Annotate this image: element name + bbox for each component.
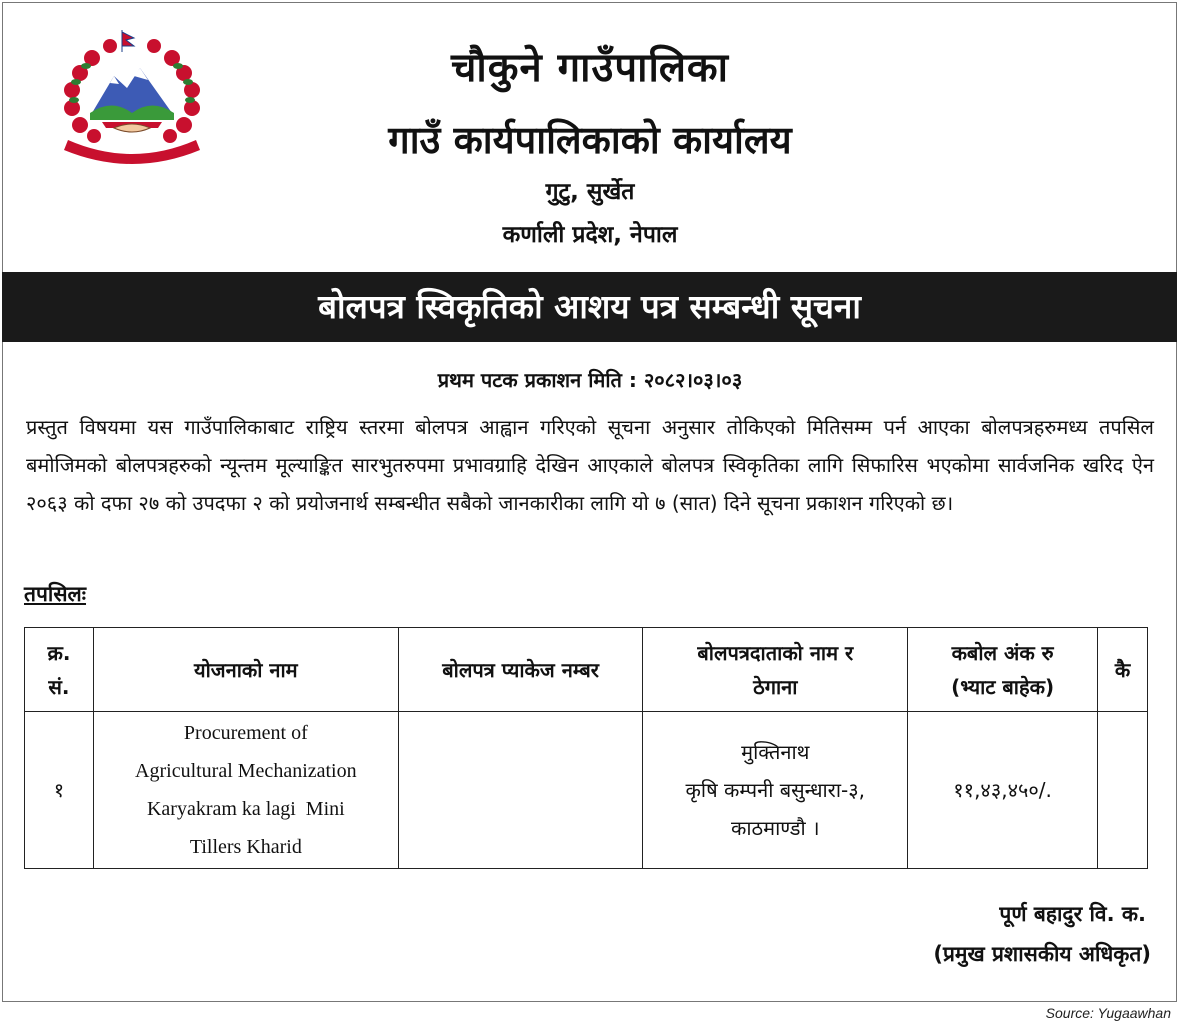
col-project-header: योजनाको नाम [93,628,398,712]
notice-banner-title: बोलपत्र स्विकृतिको आशय पत्र सम्बन्धी सूचना [2,272,1177,342]
cell-remarks [1098,712,1148,869]
col-package-header: बोलपत्र प्याकेज नम्बर [398,628,643,712]
cell-package [398,712,643,869]
signatory-name: पूर्ण बहादुर वि. क. [999,902,1146,926]
cell-amount: ११,४३,४५०/. [908,712,1098,869]
office-province: कर्णाली प्रदेश, नेपाल [502,222,678,248]
table-header-row [25,628,1148,712]
municipality-name: चौकुने गाउँपालिका [450,45,730,91]
bidder-line: काठमाण्डौ । [730,816,820,840]
cell-serial: १ [25,712,94,869]
col-bidder-line1: बोलपत्रदाताको नाम र [697,640,854,665]
col-amount-line1: कबोल अंक रु [951,640,1054,665]
col-amount-line2: (भ्याट बाहेक) [951,674,1055,699]
col-serial-line2: सं. [48,674,70,699]
bidder-line: मुक्तिनाथ [741,740,810,764]
col-remarks-header: कै [1098,628,1148,712]
office-name: गाउँ कार्यपालिकाको कार्यालय [388,118,792,162]
publication-date: प्रथम पटक प्रकाशन मिति : २०८२।०३।०३ [437,368,743,392]
nepal-government-emblem-icon [52,28,212,166]
project-line: Karyakram ka lagi Mini [146,798,345,820]
notice-body: प्रस्तुत विषयमा यस गाउँपालिकाबाट राष्ट्रिय स्तरमा बोलपत्र आह्वान गरिएको सूचना अनुसार तोकिएको मितिसम्म पर्न आएका बोलपत्रहरुमध्य तपसिल बमोजिमको बोलपत्रहरुको न्यून्तम मूल्याङ्कित सारभुतरुपमा प्रभावग्राहि देखिन आएकाले बोलपत्र स्विकृतिका लागि सिफारिस भएकोमा सार्वजनिक खरिद ऐन २०६३ को दफा २७ को उपदफा २ को प्रयोजनार्थ सम्बन्धीत सबैको जानकारीका लागि यो ७ (सात) दिने सूचना प्रकाशन गरिएको छ। [26,415,1154,515]
col-serial-header [25,628,94,712]
table-row [25,712,1148,869]
details-label: तपसिलः [24,582,87,606]
bidder-line: कृषि कम्पनी बसुन्धारा-३, [685,778,866,802]
col-serial-line1: क्र. [47,640,71,665]
col-bidder-header [643,628,908,712]
col-bidder-line2: ठेगाना [753,674,798,699]
office-location: गुटु, सुर्खेत [545,179,635,205]
signatory-designation: (प्रमुख प्रशासकीय अधिकृत) [933,942,1151,966]
cell-bidder [643,712,908,869]
col-amount-header [908,628,1098,712]
source-credit: Source: Yugaawhan [1045,1005,1171,1021]
project-line: Agricultural Mechanization [135,760,357,782]
bid-details-table [24,627,1148,869]
project-line: Tillers Kharid [189,836,302,858]
project-line: Procurement of [183,722,308,744]
cell-project [93,712,398,869]
